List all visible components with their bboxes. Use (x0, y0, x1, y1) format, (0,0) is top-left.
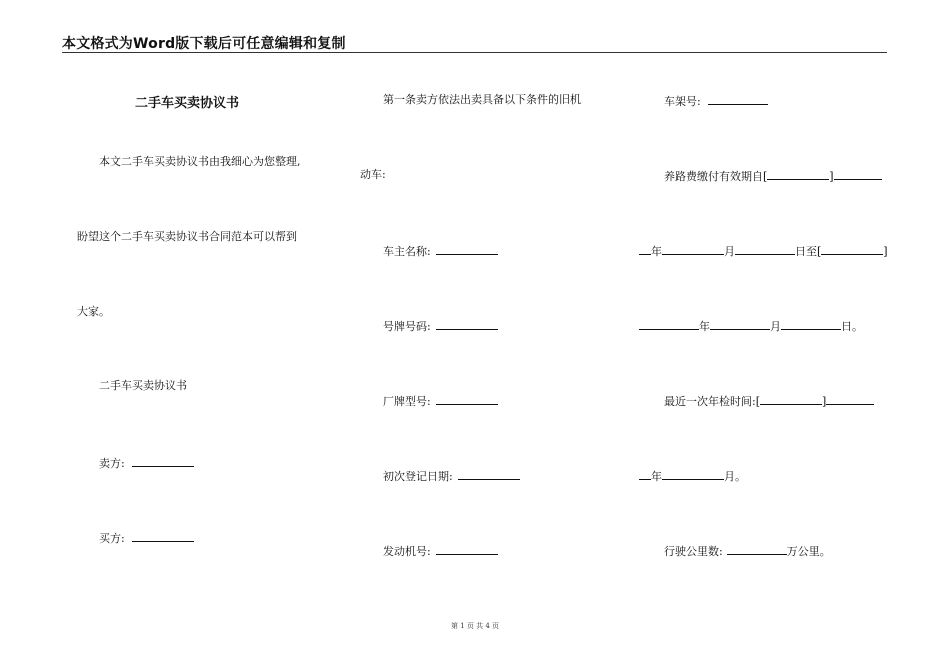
intro-line-1: 本文二手车买卖协议书由我细心为您整理, (99, 155, 301, 168)
owner-name-blank[interactable] (436, 243, 498, 255)
buyer-field (99, 530, 194, 546)
toll-end-day-blank[interactable] (781, 318, 841, 330)
engine-number-field (383, 543, 498, 559)
model-label: 厂牌型号: (383, 395, 431, 408)
mileage-blank[interactable] (727, 543, 787, 555)
toll-start-blank[interactable] (767, 168, 829, 180)
first-registration-label: 初次登记日期: (383, 470, 453, 483)
page-number: 第 1 页 共 4 页 (450, 622, 500, 630)
day-to-label: 日至[ (795, 245, 822, 258)
inspection-line-1 (664, 393, 874, 409)
toll-validity-line-3 (639, 318, 863, 334)
buyer-label: 买方: (99, 532, 125, 545)
model-field (383, 393, 498, 409)
toll-validity-prefix: 养路费缴付有效期自[ (664, 170, 768, 183)
toll-end-year-blank[interactable] (639, 318, 699, 330)
inspection-month-blank[interactable] (662, 468, 724, 480)
toll-validity-line-2 (639, 243, 888, 259)
intro-line-3: 大家。 (77, 305, 110, 318)
inspection-line-2 (639, 468, 746, 484)
engine-number-label: 发动机号: (383, 545, 431, 558)
year-label: 年 (651, 245, 662, 258)
document-header-title: 本文格式为Word版下载后可任意编辑和复制 (62, 36, 346, 52)
toll-day-blank[interactable] (735, 243, 795, 255)
toll-end-month-blank[interactable] (710, 318, 770, 330)
mileage-unit: 万公里。 (786, 545, 831, 558)
frame-number-label: 车架号: (664, 95, 701, 108)
toll-end-bracket: ] (883, 245, 888, 258)
agreement-title: 二手车买卖协议书 (135, 96, 240, 111)
model-blank[interactable] (436, 393, 498, 405)
toll-bracket-close: ] (829, 170, 834, 183)
mileage-field (664, 543, 831, 559)
owner-name-field (383, 243, 498, 259)
toll-start-year-blank[interactable] (834, 168, 882, 180)
inspection-month-label: 月。 (724, 470, 746, 483)
header-divider (62, 52, 887, 53)
first-registration-field (383, 468, 520, 484)
toll-year-blank[interactable] (639, 243, 651, 255)
inspection-year-blank[interactable] (639, 468, 651, 480)
inspection-bracket-close: ] (822, 395, 827, 408)
plate-number-label: 号牌号码: (383, 320, 431, 333)
inspection-label: 最近一次年检时间:[ (664, 395, 760, 408)
toll-month-blank[interactable] (662, 243, 724, 255)
article1-line-1: 第一条卖方依法出卖具备以下条件的旧机 (383, 93, 581, 106)
inspection-year-start-blank[interactable] (826, 393, 874, 405)
frame-number-field (664, 93, 768, 109)
first-registration-blank[interactable] (458, 468, 520, 480)
toll-end-blank[interactable] (821, 243, 883, 255)
buyer-blank[interactable] (132, 530, 194, 542)
agreement-subtitle: 二手车买卖协议书 (99, 379, 187, 392)
end-year-label: 年 (699, 320, 710, 333)
engine-number-blank[interactable] (436, 543, 498, 555)
month-label: 月 (724, 245, 735, 258)
toll-validity-line-1 (664, 168, 882, 184)
seller-field (99, 455, 194, 471)
end-day-label: 日。 (841, 320, 863, 333)
article1-line-2: 动车: (360, 168, 386, 181)
plate-number-field (383, 318, 498, 334)
seller-label: 卖方: (99, 457, 125, 470)
plate-number-blank[interactable] (436, 318, 498, 330)
inspection-year-label: 年 (651, 470, 662, 483)
intro-line-2: 盼望这个二手车买卖协议书合同范本可以帮到 (77, 230, 297, 243)
seller-blank[interactable] (132, 455, 194, 467)
end-month-label: 月 (770, 320, 781, 333)
mileage-label: 行驶公里数: (664, 545, 723, 558)
frame-number-blank[interactable] (708, 93, 768, 105)
owner-name-label: 车主名称: (383, 245, 431, 258)
inspection-blank[interactable] (760, 393, 822, 405)
